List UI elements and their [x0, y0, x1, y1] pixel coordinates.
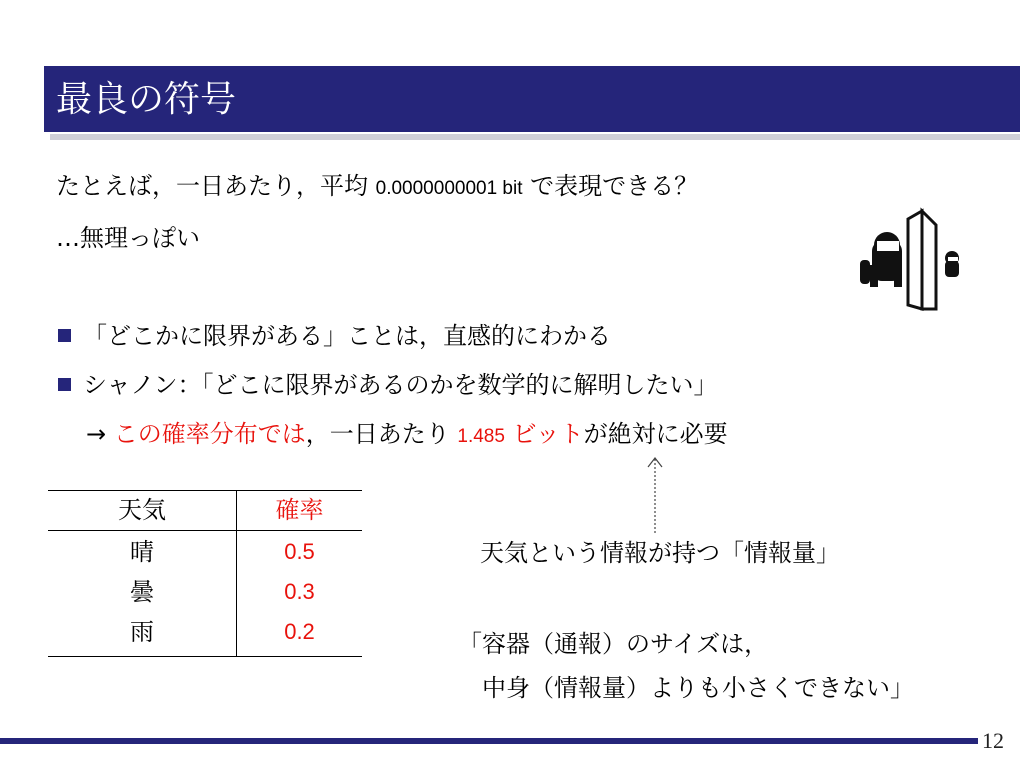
table-cell-weather: 雨 — [130, 618, 154, 646]
body-line-2: …無理っぽい — [56, 224, 200, 252]
conclusion-bits-number: 1.485 — [457, 426, 505, 447]
conclusion-mid: ，一日あたり — [305, 420, 458, 448]
arrow-prefix: → — [86, 420, 114, 448]
table-header-weather: 天気 — [118, 496, 166, 524]
table-cell-prob: 0.5 — [284, 539, 315, 564]
weather-table — [48, 490, 362, 656]
page-number: 12 — [982, 728, 1004, 753]
bullet-1-text: 「どこかに限界がある」ことは，直感的にわかる — [83, 322, 611, 350]
conclusion-bits-unit: ビット — [504, 420, 584, 448]
line1-text-pre: たとえば，一日あたり，平均 — [56, 172, 376, 200]
bullet-square-icon — [58, 378, 71, 391]
table-cell-weather: 曇 — [130, 578, 154, 606]
table-header-probability: 確率 — [275, 496, 324, 524]
up-arrow-icon — [645, 455, 665, 535]
table-cell-prob: 0.3 — [284, 579, 315, 604]
line1-number: 0.0000000001 bit — [375, 178, 523, 199]
conclusion-post: が絶対に必要 — [583, 420, 728, 448]
slide-title: 最良の符号 — [56, 79, 237, 120]
bullet-2-text: シャノン：「どこに限界があるのかを数学的に解明したい」 — [83, 371, 718, 399]
footer-bar — [0, 738, 978, 744]
conclusion-line — [86, 418, 728, 453]
title-shadow — [50, 134, 1020, 140]
bullet-item-1 — [58, 320, 611, 352]
table-cell-prob: 0.2 — [284, 619, 315, 644]
container-quote-line-1: 「容器（通報）のサイズは， — [458, 630, 769, 658]
line1-text-post: で表現できる？ — [522, 172, 699, 200]
container-quote-line-2: 中身（情報量）よりも小さくできない」 — [482, 674, 914, 702]
people-wall-icon — [850, 205, 975, 313]
body-line-1 — [56, 170, 698, 205]
table-bottom-rule — [48, 656, 362, 657]
bullet-item-2 — [58, 369, 718, 401]
table-header-rule — [48, 530, 362, 531]
table-top-rule — [48, 490, 362, 491]
table-cell-weather: 晴 — [130, 538, 154, 566]
info-amount-caption: 天気という情報が持つ「情報量」 — [480, 539, 840, 567]
bullet-square-icon — [58, 329, 71, 342]
conclusion-red-1: この確率分布では — [113, 420, 306, 448]
